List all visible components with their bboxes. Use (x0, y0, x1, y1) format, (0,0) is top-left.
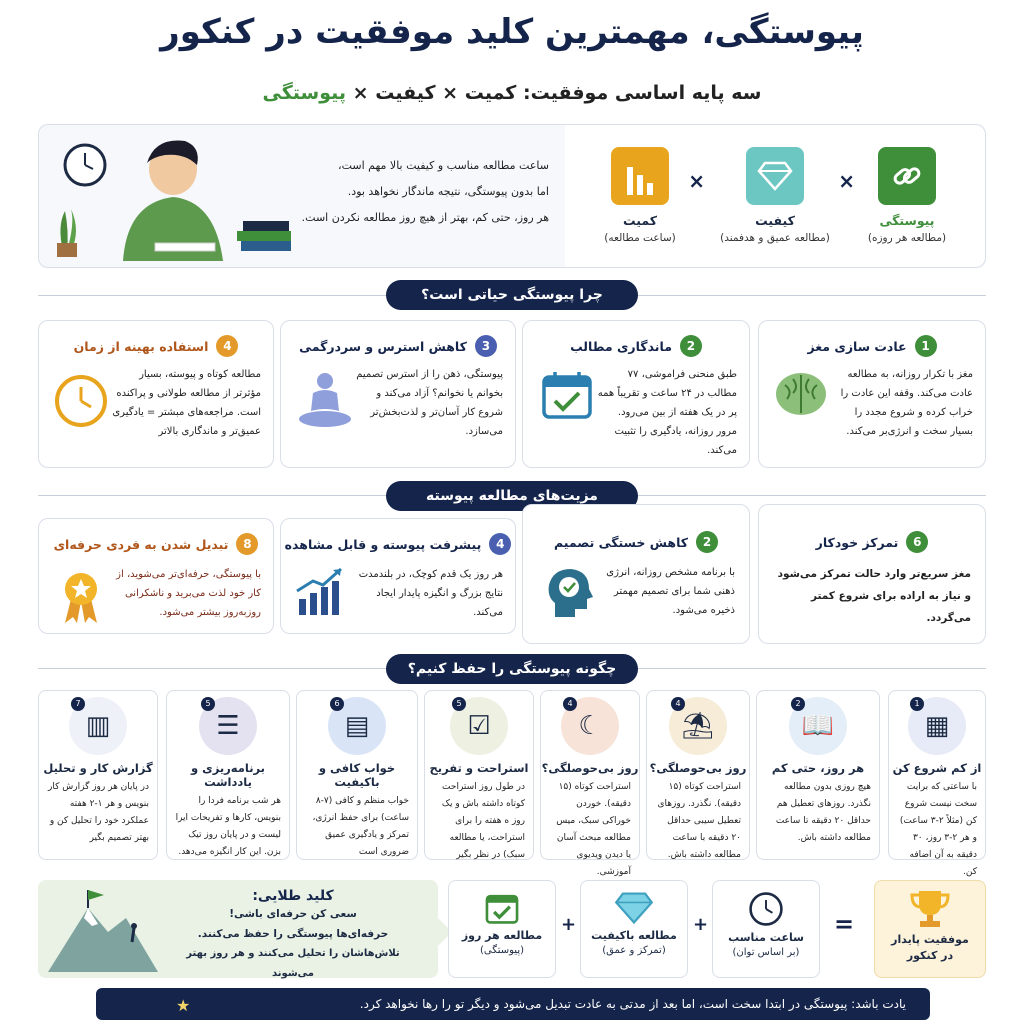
growth-chart-icon (295, 567, 345, 621)
benefit-card (522, 504, 750, 644)
student-illustration (45, 131, 295, 261)
card-title-text: عادت سازی مغز (807, 338, 907, 354)
card-text: با برنامه مشخص روزانه، انرژی ذهنی شما برای تصمیم مهمتر ذخیره می‌شود. (606, 567, 735, 616)
times-operator: × (688, 169, 705, 193)
section-heading-why: چرا پیوستگی حیاتی است؟ (386, 280, 638, 310)
how-card-title: روز بی‌حوصلگی؟ (649, 761, 747, 775)
benefit-card-title (281, 533, 515, 555)
hero-text (299, 153, 549, 231)
diamond-icon (581, 891, 687, 929)
section-heading-how: چگونه پیوستگی را حفظ کنیم؟ (386, 654, 638, 684)
golden-key-title: کلید طلایی: (252, 888, 334, 904)
chain-link-icon (878, 147, 936, 205)
brain-icon (773, 369, 829, 423)
why-card (280, 320, 516, 468)
how-card-title: استراحت و تفریح (429, 761, 529, 775)
pillar-sub: (مطالعه هر روزه) (867, 232, 947, 244)
plus-operator: + (561, 914, 577, 935)
card-title-text: تبدیل شدن به فردی حرفه‌ای (53, 536, 229, 552)
bar-chart-icon (611, 147, 669, 205)
equals-operator: = (834, 910, 855, 938)
why-card-title (281, 335, 515, 357)
times-operator: × (838, 169, 855, 193)
how-card (646, 690, 750, 860)
card-title-text: کاهش خستگی تصمیم (553, 534, 689, 550)
diamond-icon (746, 147, 804, 205)
card-text: پیوستگی، ذهن را از استرس تصمیم بخوانم یا نخوانم؟ آزاد می‌کند و شروع کار آسان‌تر و لذت‌بخش‌تر می‌سازد. (356, 369, 503, 437)
formula-item-quality (580, 880, 688, 978)
card-text: مغز با تکرار روزانه، به مطالعه عادت می‌کند. وقفه این عادت را خراب کرده و شروع مجدد را بسیار سخت و انرژی‌بر می‌کند. (840, 369, 973, 437)
page-subtitle (0, 82, 1024, 104)
how-card-text: خواب منظم و کافی (۷-۸ ساعت) برای حفظ انرژی، تمرکز و یادگیری عمیق ضروری است (312, 796, 409, 857)
how-card (296, 690, 418, 860)
how-card-title: از کم شروع کن (892, 761, 982, 775)
golden-line: حرفه‌ای‌ها پیوستگی را حفظ می‌کنند. (197, 928, 389, 940)
hero-panel (38, 124, 986, 268)
how-card-text: هیچ روزی بدون مطالعه نگذرد. روزهای تعطیل هم حداقل ۲۰ دقیقه تا ساعت مطالعه داشته باش. (775, 782, 871, 843)
result-line: موفقیت پایدار (891, 933, 969, 946)
checklist-icon: ☑ 5 (450, 697, 508, 755)
benefit-card-title (523, 531, 749, 553)
card-number: 4 (563, 697, 577, 711)
hero-line: هر روز، حتی کم، بهتر از هیچ روز مطالعه نکردن است. (301, 211, 549, 224)
formula-result (874, 880, 986, 978)
how-card-text: استراحت کوتاه (۱۵ دقیقه). نگذرد. روزهای تعطیل سیبی حداقل ۲۰ دقیقه با ساعت مطالعه داشته باش. (657, 782, 741, 860)
open-book-icon: 📖 2 (789, 697, 847, 755)
beach-umbrella-icon: ⛱ 4 (669, 697, 727, 755)
star-icon: ★ (176, 996, 191, 1015)
how-card (38, 690, 158, 860)
card-title-text: پیشرفت پیوسته و قابل مشاهده (284, 536, 482, 552)
footer-banner (96, 988, 930, 1020)
how-card-text: هر شب برنامه فردا را بنویس، کارها و تفریحات ایرا لیست و در پایان روز تیک بزن. این کار انگیزه می‌دهد. (175, 796, 281, 857)
calendar-icon: ▦ 1 (908, 697, 966, 755)
formula-sub: (پیوستگی) (479, 945, 525, 956)
trophy-icon (875, 889, 985, 933)
hero-line: اما بدون پیوستگی، نتیجه ماندگار نخواهد بود. (347, 185, 549, 198)
formula-label: ساعت مناسب (728, 931, 804, 944)
page-title: پیوستگی، مهمترین کلید موفقیت در کنکور (160, 12, 864, 52)
pillar-label: کیفیت (755, 213, 795, 228)
plus-operator: + (693, 914, 709, 935)
how-card-text: با ساعتی که برایت سخت نیست شروع کن (مثلاً ۲-۳ ساعت) و هر ۲-۳ روز، ۳۰ دقیقه به آن اضافه کن. (899, 782, 977, 877)
why-card (38, 320, 274, 468)
card-number: 8 (236, 533, 258, 555)
pillar-quantity (595, 147, 685, 244)
card-text: هر روز یک قدم کوچک، در بلندمدت نتایج بزرگ و انگیزه پایدار ایجاد می‌کند. (358, 569, 503, 618)
moon-icon: ☾ 4 (561, 697, 619, 755)
card-number: 3 (475, 335, 497, 357)
how-card (756, 690, 880, 860)
golden-line: سعی کن حرفه‌ای باشی! (229, 908, 357, 920)
how-card (166, 690, 290, 860)
why-card-title (759, 335, 985, 357)
how-card-title: برنامه‌ریزی و یادداشت (191, 761, 265, 789)
how-card-text: در طول روز استراحت کوتاه داشته باش و یک روز ه هفته را برای استراحت، یا مطالعه سبک) در نظر بگیر (441, 782, 525, 860)
benefit-card (758, 504, 986, 644)
how-card (540, 690, 640, 877)
formula-item-hours (712, 880, 820, 978)
formula-item-daily (448, 880, 556, 978)
hero-line: ساعت مطالعه مناسب و کیفیت بالا مهم است، (338, 159, 549, 172)
clock-icon (713, 891, 819, 931)
award-ribbon-icon (61, 571, 101, 629)
pillar-label: پیوستگی (879, 213, 935, 228)
card-title-text: استفاده بهینه از زمان (73, 338, 209, 354)
head-check-icon (545, 567, 593, 623)
calendar-check-icon (449, 891, 555, 929)
card-text: مطالعه کوتاه و پیوسته، بسیار مؤثرتر از مطالعه طولانی و پراکنده است. مراجعه‌های مبشتر = یادگیری عمیق‌تر و ماندگاری بالاتر (112, 369, 261, 437)
golden-key-text (168, 888, 418, 984)
card-number: 4 (216, 335, 238, 357)
how-card-title: هر روز، حتی کم (771, 761, 865, 775)
card-number: 6 (906, 531, 928, 553)
pillar-label: کمیت (623, 213, 657, 228)
card-number: 2 (791, 697, 805, 711)
pillars-area (565, 125, 985, 267)
card-number: 6 (330, 697, 344, 711)
pillar-continuity (867, 147, 947, 244)
result-line: در کنکور (906, 949, 954, 962)
card-number: 2 (680, 335, 702, 357)
card-text: طبق منحنی فراموشی، ۷۷ مطالب در ۲۴ ساعت و تقریباً همه پر در یک هفته از بین می‌رود. مرور روزانه، یادگیری را تثبیت می‌کند. (597, 369, 737, 456)
benefit-card (38, 518, 274, 634)
card-number: 1 (915, 335, 937, 357)
golden-key-panel (38, 880, 438, 978)
how-card-text: استراحت کوتاه (۱۵ دقیقه). خوردن خوراکی سبک، میس مطالعه مبحث آسان یا دیدن ویدیوی آموزشی. (556, 782, 631, 877)
formula-sub: (تمرکز و عمق) (602, 945, 666, 956)
pillar-sub: (ساعت مطالعه) (604, 232, 676, 244)
card-title-text: ماندگاری مطالب (570, 338, 672, 354)
clock-icon (53, 373, 109, 433)
why-card (522, 320, 750, 468)
how-card-title: گزارش کار و تحلیل (43, 761, 153, 775)
how-card-text: در پایان هر روز گزارش کار بنویس و هر ۱-۲ هفته عملکرد خود را تحلیل کن و بهتر تصمیم بگیر (48, 782, 149, 843)
report-icon: ▥ 7 (69, 697, 127, 755)
card-text: مغز سریع‌تر وارد حالت تمرکز می‌شود و نیاز به اراده برای شروع کمتر می‌گردد. (777, 568, 971, 624)
card-number: 1 (910, 697, 924, 711)
card-number: 5 (452, 697, 466, 711)
card-title-text: کاهش استرس و سردرگمی (299, 338, 467, 354)
how-card (888, 690, 986, 877)
pillar-quality (715, 147, 835, 244)
card-text: با پیوستگی، حرفه‌ای‌تر می‌شوید، از کار خود لذت می‌برید و ناشکرانی روزبه‌روز بیشتر می‌شود. (116, 569, 261, 618)
benefit-card-title (759, 531, 985, 553)
planner-icon: ▤ 6 (328, 697, 386, 755)
card-number: 4 (489, 533, 511, 555)
how-card (424, 690, 534, 860)
formula-label: مطالعه هر روز (461, 929, 543, 942)
card-number: 5 (201, 697, 215, 711)
pillar-sub: (مطالعه عمیق و هدفمند) (720, 232, 830, 244)
how-card-title: روز بی‌حوصلگی؟ (541, 761, 639, 775)
mountain-flag-icon (48, 888, 158, 976)
card-number: 2 (696, 531, 718, 553)
subtitle-accent: پیوستگی (262, 82, 347, 104)
how-card-title: خواب کافی و باکیفیت (318, 761, 396, 789)
calendar-check-icon (541, 369, 593, 425)
task-list-icon: ☰ 5 (199, 697, 257, 755)
card-number: 7 (71, 697, 85, 711)
meditation-icon (297, 369, 353, 433)
benefit-card (280, 518, 516, 634)
subtitle-main: سه پایه اساسی موفقیت: کمیت × کیفیت × (352, 82, 762, 104)
card-number: 4 (671, 697, 685, 711)
golden-line: تلاش‌هاشان را تحلیل می‌کنند و هر روز بهتر می‌شوند (186, 948, 400, 979)
why-card (758, 320, 986, 468)
why-card-title (39, 335, 273, 357)
formula-label: مطالعه باکیفیت (591, 929, 677, 942)
why-card-title (523, 335, 749, 357)
section-heading-benefits: مزیت‌های مطالعه پیوسته (386, 481, 638, 511)
benefit-card-title (39, 533, 273, 555)
footer-text: یادت باشد: پیوستگی در ابتدا سخت است، اما بعد از مدتی به عادت تبدیل می‌شود و دیگر تو را رها نخواهد کرد. (359, 997, 906, 1011)
formula-sub: (بر اساس توان) (732, 947, 800, 958)
card-title-text: تمرکز خودکار (815, 534, 899, 550)
